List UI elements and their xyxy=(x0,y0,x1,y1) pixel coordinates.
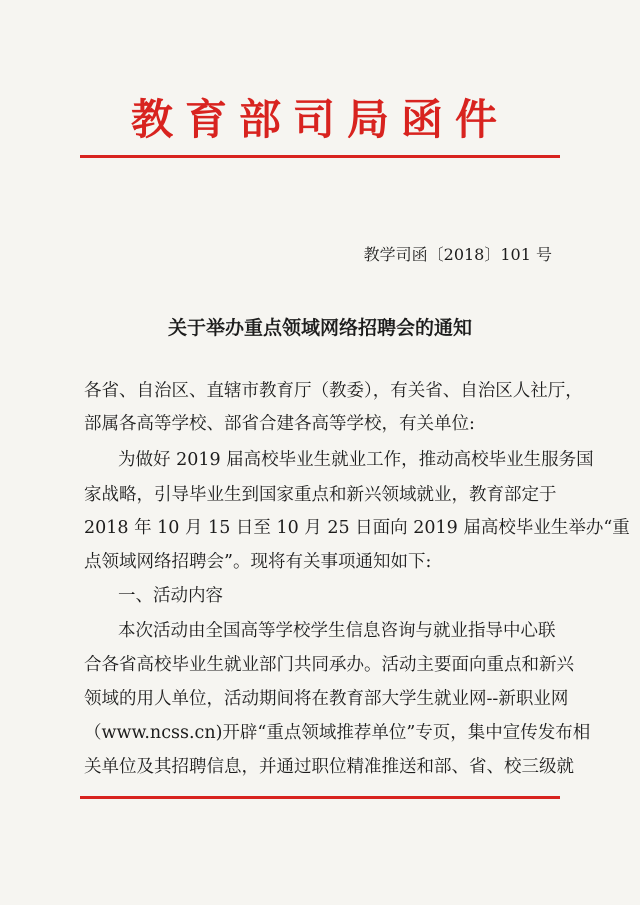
paragraph-line: 关单位及其招聘信息，并通过职位精准推送和部、省、校三级就 xyxy=(84,757,574,777)
footer-red-rule xyxy=(80,796,560,799)
paragraph-line: 点领域网络招聘会”。现将有关事项通知如下: xyxy=(84,552,432,572)
letterhead-red-rule xyxy=(80,155,560,158)
notice-title: 关于举办重点领域网络招聘会的通知 xyxy=(167,317,472,339)
addressee-line-2: 部属各高等学校、部省合建各高等学校，有关单位: xyxy=(84,414,475,434)
paragraph-line: 本次活动由全国高等学校学生信息咨询与就业指导中心联 xyxy=(118,621,556,641)
paragraph-line: 合各省高校毕业生就业部门共同承办。活动主要面向重点和新兴 xyxy=(84,655,574,675)
paragraph-line: （www.ncss.cn)开辟“重点领域推荐单位”专页，集中宣传发布相 xyxy=(84,723,591,743)
addressee-line-1: 各省、自治区、直辖市教育厅（教委），有关省、自治区人社厅， xyxy=(84,381,583,401)
document-number: 教学司函〔2018〕101 号 xyxy=(363,245,552,264)
section-heading: 一、活动内容 xyxy=(118,586,223,606)
paragraph-line: 家战略，引导毕业生到国家重点和新兴领域就业，教育部定于 xyxy=(84,485,557,505)
paragraph-line: 为做好 2019 届高校毕业生就业工作，推动高校毕业生服务国 xyxy=(118,450,594,470)
letterhead-title: 教育部司局函件 xyxy=(130,95,509,144)
paragraph-line: 2018 年 10 月 15 日至 10 月 25 日面向 2019 届高校毕业生举办“重 xyxy=(84,518,630,538)
paragraph-line: 领域的用人单位，活动期间将在教育部大学生就业网--新职业网 xyxy=(84,689,569,709)
